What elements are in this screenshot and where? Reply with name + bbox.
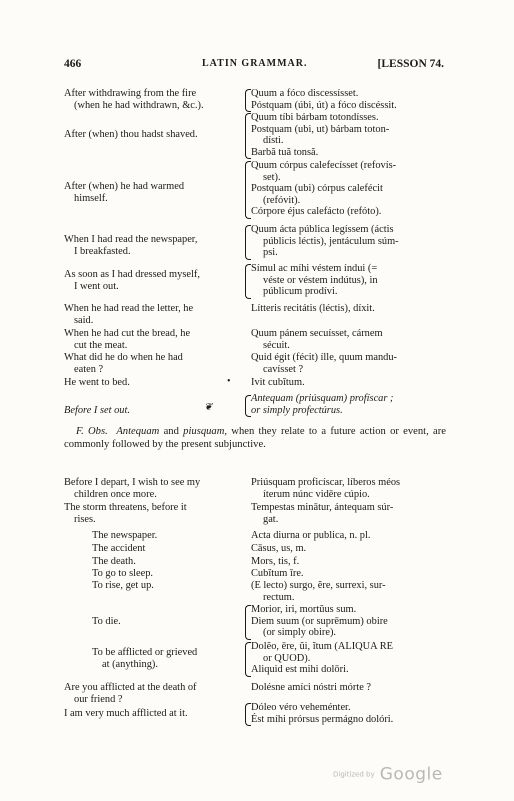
english-line: As soon as I had dressed myself, (64, 269, 200, 280)
english-line: Before I depart, I wish to see my (64, 477, 201, 488)
running-header (64, 58, 444, 74)
latin-line: Acta diurna or publica, n. pl. (251, 530, 371, 541)
english-line: When he had read the letter, he (64, 303, 194, 314)
english-line: children once more. (74, 488, 157, 500)
latin-line: (E lecto) surgo, ĕre, surrexi, sur- (251, 580, 386, 591)
latin-line: sécuit. (263, 339, 290, 351)
latin-line: Quum córpus calefecísset (refovís- (251, 160, 397, 171)
english-line: rises. (74, 513, 96, 525)
latin-line: set). (263, 171, 281, 183)
latin-line: Aliquid est mihi dolōri. (251, 664, 349, 676)
digitized-watermark (333, 764, 443, 785)
english-line: To die. (92, 616, 121, 627)
latin-line: Quum pánem secuísset, cárnem (251, 328, 383, 339)
english-line: He went to bed. (64, 377, 130, 388)
latin-line: Mors, tis, f. (251, 556, 300, 567)
latin-line: Quid égit (fécit) ílle, quum mandu- (251, 352, 398, 363)
english-line: said. (74, 314, 94, 326)
obs-term: piusquam (183, 426, 225, 437)
english-line: eaten ? (74, 363, 104, 375)
latin-line: públicum prodívi. (263, 286, 338, 298)
latin-line: dísti. (263, 135, 284, 147)
english-line: The accident (92, 543, 146, 554)
english-line: I am very much afflicted at it. (64, 708, 188, 719)
page-number: 466 (64, 58, 82, 70)
english-line: When he had cut the bread, he (64, 328, 191, 339)
english-line: When I had read the newspaper, (64, 234, 198, 245)
english-line: I went out. (74, 280, 119, 292)
english-line: at (anything). (102, 658, 158, 670)
latin-line: Cubĭtum īre. (251, 568, 304, 579)
english-line: I breakfasted. (74, 245, 131, 257)
latin-line: (refóvit). (263, 194, 301, 206)
obs-text: , when they relate to a future action or event, are commonly followed by the present subjunctive. (64, 426, 446, 450)
latin-line: Postquam (ubi, ut) bárbam toton- (251, 123, 390, 135)
latin-line: Antequam (priúsquam) profíscar ; (251, 393, 394, 404)
obs-text: and (163, 426, 179, 437)
english-line: After withdrawing from the fire (64, 88, 197, 99)
latin-line: Quum tíbi bárbam totondísses. (251, 112, 379, 123)
english-line: After (when) he had warmed (64, 181, 185, 192)
watermark-logo: Google (379, 764, 443, 785)
english-line: The death. (92, 556, 136, 567)
latin-line: or simply profectúrus. (251, 404, 343, 416)
latin-line: Morior, iri, mortŭus sum. (251, 604, 357, 615)
latin-line: Priúsquam proficíscar, líberos méos (251, 477, 401, 488)
latin-line: rectum. (263, 591, 295, 603)
latin-line: Postquam (ubi) córpus calefécit (251, 183, 383, 195)
latin-line: Lítteris recitátis (léctis), díxit. (251, 303, 375, 314)
english-line: To be afflicted or grieved (92, 647, 198, 658)
english-line: To go to sleep. (92, 568, 154, 579)
latin-line: Tempestas minātur, ántequam súr- (251, 502, 394, 513)
english-line: (when he had withdrawn, &c.). (74, 99, 204, 111)
english-line: our friend ? (74, 693, 123, 705)
english-line: What did he do when he had (64, 352, 183, 363)
latin-line: cavísset ? (263, 363, 304, 375)
english-line: cut the meat. (74, 339, 128, 351)
latin-line: Símul ac míhi véstem índui (= (251, 263, 378, 274)
latin-line: públicis léctis), jentáculum súm- (263, 235, 399, 247)
latin-line: Barbă tuă tonsă. (251, 146, 319, 158)
english-line: Before I set out. (64, 405, 130, 416)
lesson-label: [LESSON 74. (377, 58, 444, 70)
latin-line: Ést míhi prórsus permágno dolóri. (251, 713, 394, 725)
latin-line: íterum núnc vidēre cúpio. (263, 488, 370, 500)
english-line: Are you afflicted at the death of (64, 682, 197, 693)
ink-mark: ❦ (204, 402, 213, 413)
observation-paragraph (64, 426, 446, 451)
watermark-small: Digitized by (333, 770, 375, 779)
latin-line: Dolésne amíci nóstri mórte ? (251, 682, 372, 693)
running-title: LATIN GRAMMAR. (202, 58, 308, 69)
english-line: himself. (74, 192, 108, 204)
latin-line: véste or véstem indútus), in (263, 274, 378, 286)
latin-line: gat. (263, 513, 279, 525)
latin-line: psi. (263, 247, 278, 259)
latin-line: Quum ácta pública legíssem (áctis (251, 224, 394, 235)
latin-line: Quum a fóco discessísset. (251, 88, 359, 99)
latin-line: or QUOD). (263, 652, 311, 664)
latin-line: Diem suum (or suprēmum) obire (251, 615, 388, 627)
ink-dot: • (227, 376, 231, 387)
latin-line: Córpore éjus calefácto (refóto). (251, 206, 382, 218)
obs-term: Antequam (116, 426, 160, 437)
latin-line: Póstquam (úbi, út) a fóco discéssit. (251, 99, 397, 111)
obs-label: F. Obs. (76, 426, 108, 437)
english-line: The newspaper. (92, 530, 158, 541)
latin-line: Ivit cubĭtum. (251, 377, 305, 388)
latin-line: Dolĕo, ēre, ŭi, ĭtum (ALIQUA RE (251, 641, 393, 652)
latin-line: Cāsus, us, m. (251, 543, 307, 554)
latin-line: Dóleo véro veheménter. (251, 702, 351, 713)
english-line: The storm threatens, before it (64, 502, 187, 513)
english-line: To rise, get up. (92, 580, 154, 591)
english-line: After (when) thou hadst shaved. (64, 129, 198, 140)
latin-line: (or simply obire). (263, 627, 337, 639)
